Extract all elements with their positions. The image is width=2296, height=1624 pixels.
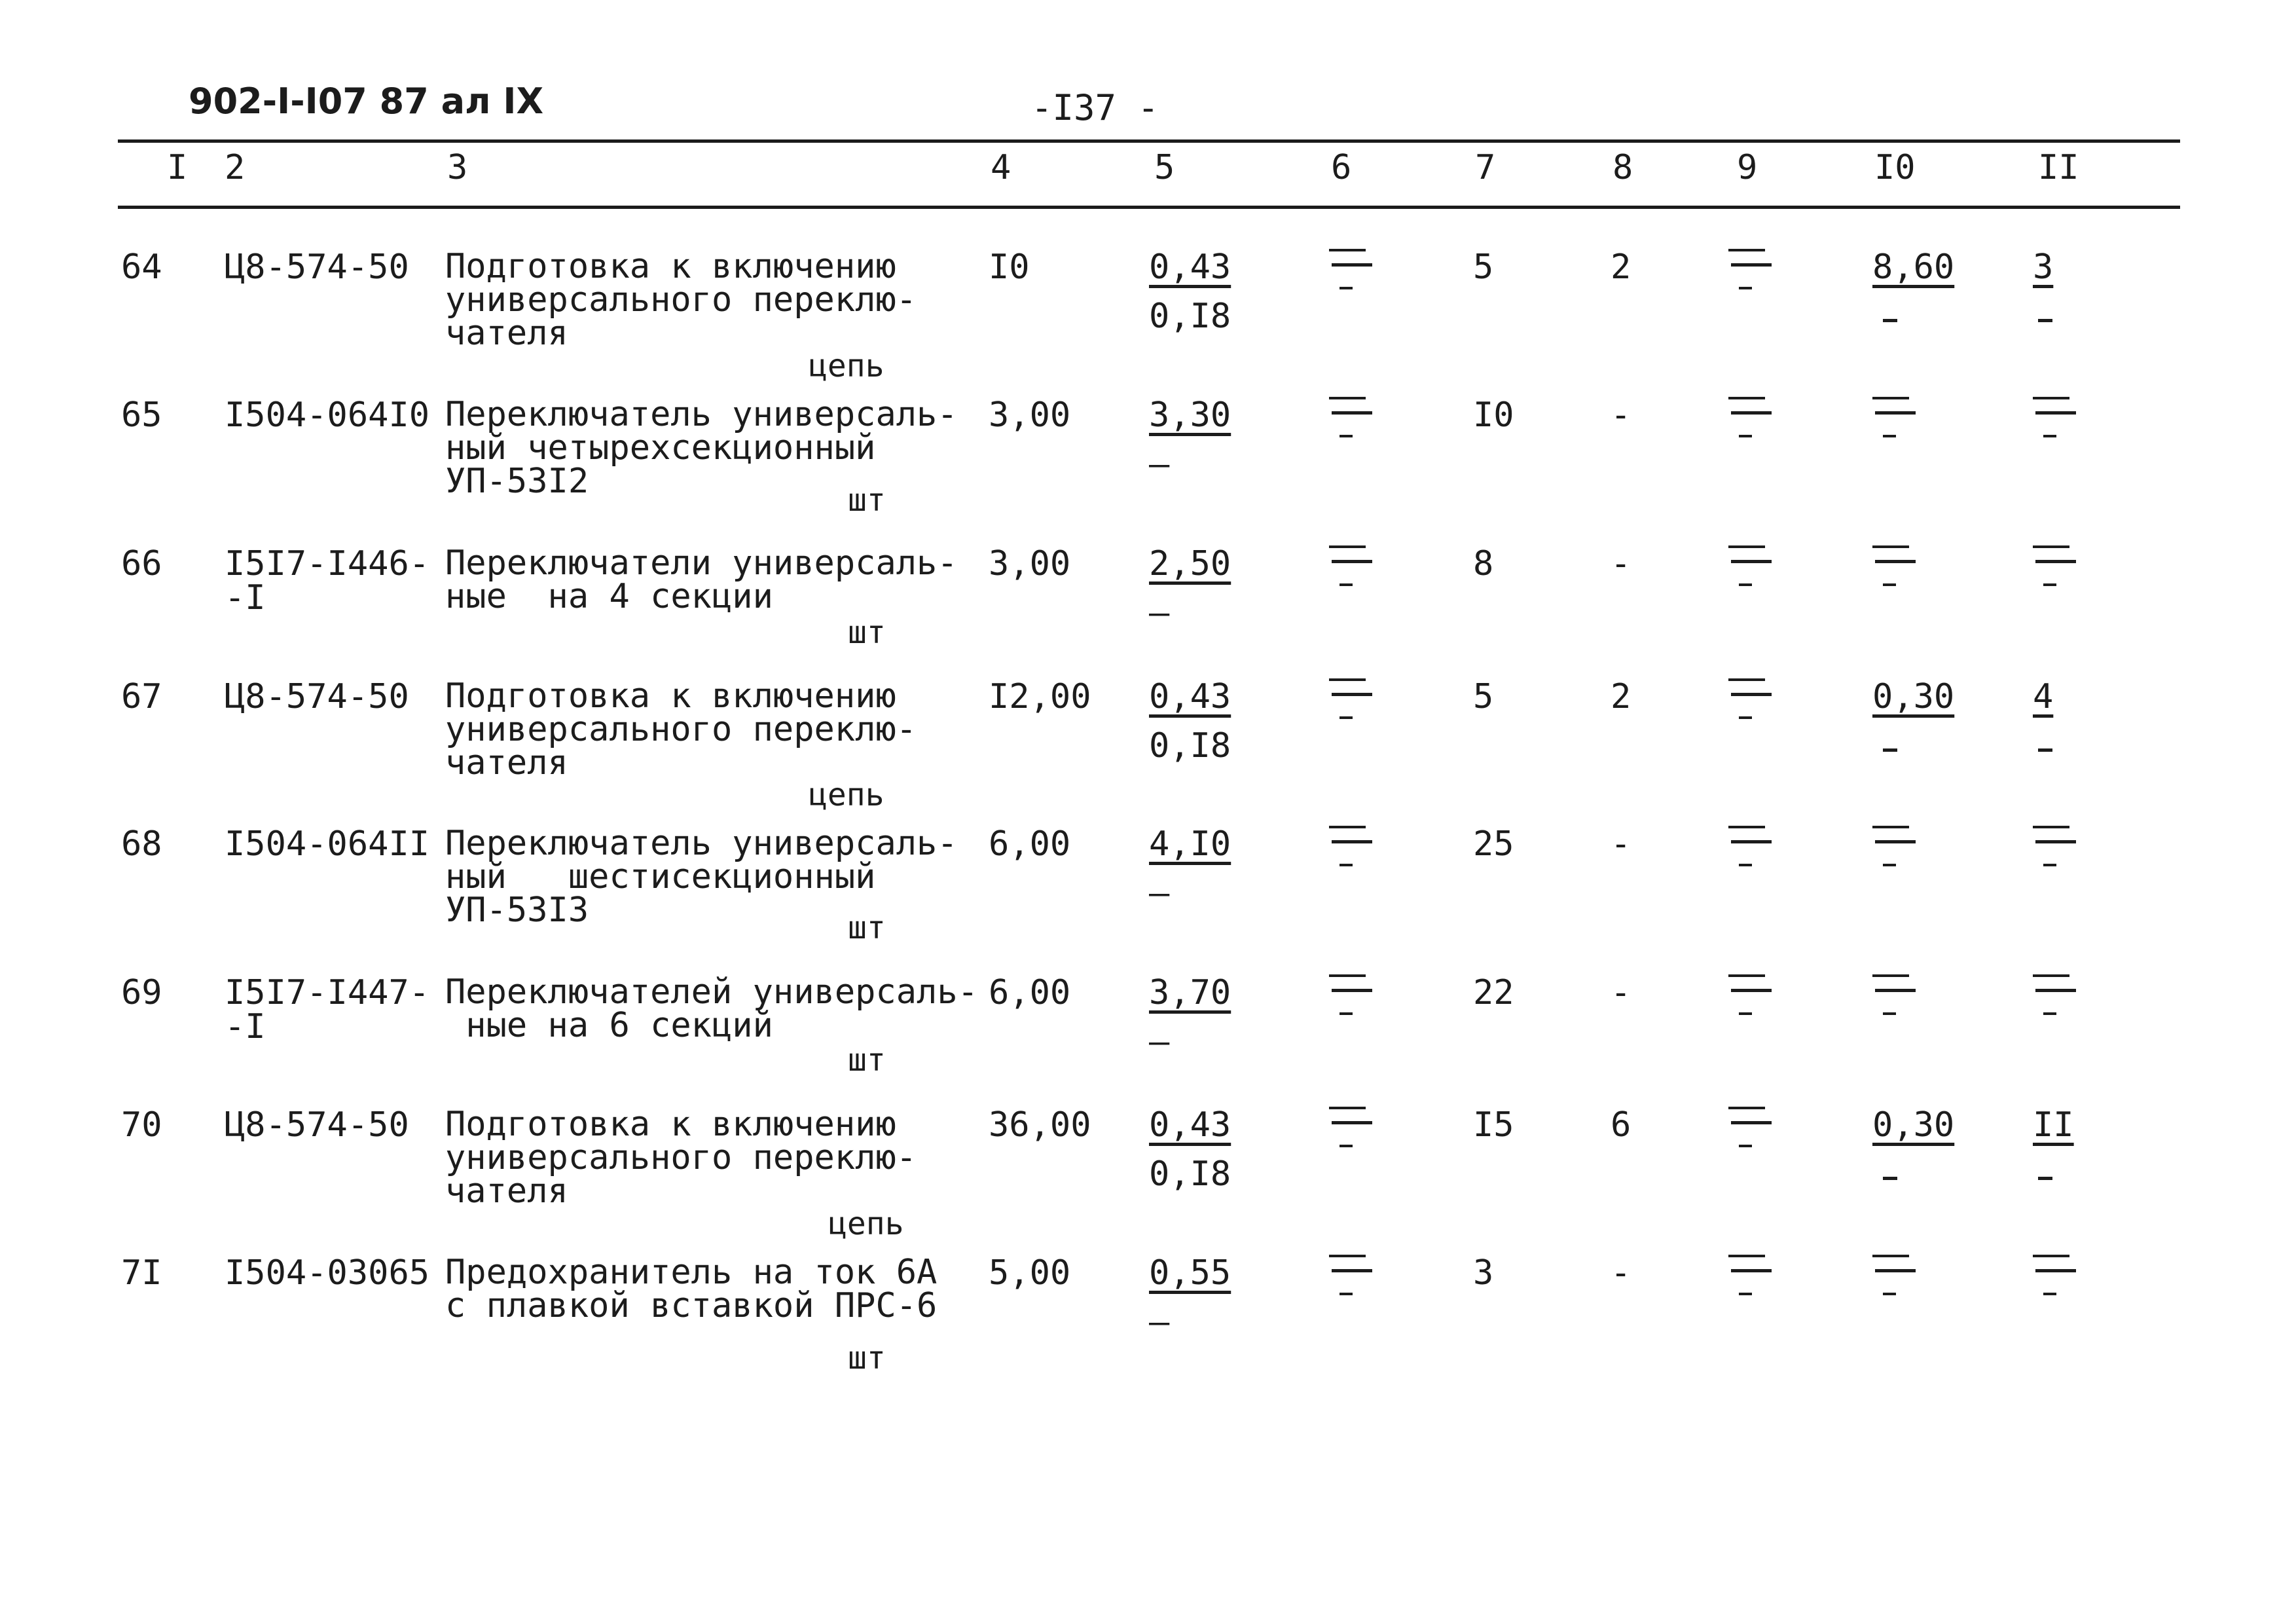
item-description: Подготовка к включению универсального переклю- чателя: [445, 247, 917, 353]
dash-mark: [1329, 397, 1371, 443]
col8-value: 2: [1611, 677, 1631, 716]
col7-value: I0: [1473, 396, 1514, 435]
item-code: I504-03065: [225, 1253, 430, 1293]
row-number: 70: [121, 1105, 162, 1145]
dash-mark: [1883, 748, 1897, 752]
col8-value: -: [1611, 1253, 1631, 1293]
unit-cost-lower: 0,I8: [1149, 297, 1231, 336]
col7-value: 5: [1473, 248, 1494, 287]
dash-mark: [2033, 545, 2075, 591]
unit-of-measure: шт: [848, 482, 886, 519]
col7-value: 8: [1473, 544, 1494, 583]
item-code: I504-064I0: [225, 396, 430, 435]
quantity: I2,00: [989, 677, 1091, 716]
item-description: Подготовка к включению универсального переклю- чателя: [445, 676, 917, 783]
dash-mark: [1728, 1107, 1770, 1153]
unit-cost-lower: –: [1149, 593, 1170, 633]
row-number: 7I: [121, 1253, 162, 1293]
row-number: 68: [121, 824, 162, 864]
quantity: I0: [989, 248, 1030, 287]
col10-value: 0,30: [1872, 1105, 1955, 1145]
row-number: 64: [121, 248, 162, 287]
item-code: Ц8-574-50: [225, 248, 409, 287]
dash-mark: [1329, 678, 1371, 724]
item-description: Переключатель универсаль- ный шестисекционный УП-53I3: [445, 824, 958, 930]
col10-value: 8,60: [1872, 248, 1955, 287]
col10-value: 0,30: [1872, 677, 1955, 716]
unit-cost-value: 0,43: [1149, 677, 1231, 716]
item-code: Ц8-574-50: [225, 677, 409, 716]
col11-value: 3: [2033, 248, 2054, 287]
column-header-10: I0: [1874, 148, 1916, 187]
col7-value: 5: [1473, 677, 1494, 716]
quantity: 6,00: [989, 824, 1071, 864]
unit-cost-value: 3,70: [1149, 973, 1231, 1012]
dash-mark: [2038, 748, 2052, 752]
col11-value: II: [2033, 1105, 2074, 1145]
quantity: 5,00: [989, 1253, 1071, 1293]
unit-cost-value: 0,43: [1149, 1105, 1231, 1145]
unit-cost-value: 3,30: [1149, 396, 1231, 435]
column-header-1: I: [167, 148, 188, 187]
dash-mark: [1329, 249, 1371, 295]
unit-of-measure: цепь: [809, 777, 884, 813]
dash-mark: [2038, 319, 2052, 322]
dash-mark: [1883, 319, 1897, 322]
unit-cost-value: 0,55: [1149, 1253, 1231, 1293]
col8-value: 2: [1611, 248, 1631, 287]
unit-of-measure: цепь: [828, 1206, 904, 1242]
col8-value: -: [1611, 396, 1631, 435]
col8-value: 6: [1611, 1105, 1631, 1145]
dash-mark: [1728, 397, 1770, 443]
page-number: -I37 -: [1031, 87, 1159, 128]
item-code: I504-064II: [225, 824, 430, 864]
row-number: 65: [121, 396, 162, 435]
unit-cost-value: 0,43: [1149, 248, 1231, 287]
unit-of-measure: шт: [848, 614, 886, 651]
col7-value: 25: [1473, 824, 1514, 864]
dash-mark: [2033, 397, 2075, 443]
dash-mark: [1329, 545, 1371, 591]
dash-mark: [1329, 974, 1371, 1020]
unit-cost-lower: 0,I8: [1149, 726, 1231, 766]
column-header-9: 9: [1737, 148, 1758, 187]
quantity: 36,00: [989, 1105, 1091, 1145]
quantity: 3,00: [989, 544, 1071, 583]
unit-of-measure: цепь: [809, 348, 884, 384]
col7-value: 3: [1473, 1253, 1494, 1293]
item-description: Предохранитель на ток 6А с плавкой вставкой ПРС-6: [445, 1253, 938, 1325]
row-number: 67: [121, 677, 162, 716]
dash-mark: [1872, 397, 1914, 443]
row-number: 69: [121, 973, 162, 1012]
unit-cost-lower: 0,I8: [1149, 1154, 1231, 1194]
unit-of-measure: шт: [848, 1042, 886, 1079]
document-code: 902-I-I07 87 ал IX: [189, 81, 544, 122]
col8-value: -: [1611, 973, 1631, 1012]
column-header-2: 2: [225, 148, 246, 187]
unit-cost-lower: –: [1149, 445, 1170, 484]
quantity: 3,00: [989, 396, 1071, 435]
unit-of-measure: шт: [848, 910, 886, 946]
item-description: Переключатели универсаль- ные на 4 секции: [445, 544, 958, 616]
dash-mark: [2033, 974, 2075, 1020]
row-number: 66: [121, 544, 162, 583]
dash-mark: [2033, 1255, 2075, 1301]
dash-mark: [1728, 974, 1770, 1020]
dash-mark: [1872, 826, 1914, 872]
column-header-4: 4: [991, 148, 1011, 187]
dash-mark: [1872, 1255, 1914, 1301]
dash-mark: [1728, 545, 1770, 591]
dash-mark: [1329, 1255, 1371, 1301]
dash-mark: [1329, 1107, 1371, 1153]
item-code: I5I7-I446- -I: [225, 544, 430, 618]
item-description: Переключателей универсаль- ные на 6 секций: [445, 972, 978, 1045]
col7-value: 22: [1473, 973, 1514, 1012]
item-description: Подготовка к включению универсального переклю- чателя: [445, 1105, 917, 1211]
dash-mark: [1329, 826, 1371, 872]
item-description: Переключатель универсаль- ный четырехсекционный УП-53I2: [445, 395, 958, 501]
dash-mark: [1883, 1177, 1897, 1180]
unit-cost-lower: –: [1149, 874, 1170, 913]
dash-mark: [2033, 826, 2075, 872]
unit-cost-value: 4,I0: [1149, 824, 1231, 864]
unit-cost-lower: –: [1149, 1302, 1170, 1342]
item-code: Ц8-574-50: [225, 1105, 409, 1145]
column-header-8: 8: [1613, 148, 1633, 187]
header-rule: [118, 206, 2180, 209]
unit-cost-lower: –: [1149, 1022, 1170, 1061]
col8-value: -: [1611, 544, 1631, 583]
item-code: I5I7-I447- -I: [225, 973, 430, 1046]
col7-value: I5: [1473, 1105, 1514, 1145]
dash-mark: [2038, 1177, 2052, 1180]
unit-cost-value: 2,50: [1149, 544, 1231, 583]
column-header-11: II: [2038, 148, 2079, 187]
dash-mark: [1728, 826, 1770, 872]
dash-mark: [1728, 249, 1770, 295]
dash-mark: [1728, 1255, 1770, 1301]
col8-value: -: [1611, 824, 1631, 864]
top-rule: [118, 139, 2180, 143]
dash-mark: [1728, 678, 1770, 724]
col11-value: 4: [2033, 677, 2054, 716]
quantity: 6,00: [989, 973, 1071, 1012]
dash-mark: [1872, 974, 1914, 1020]
unit-of-measure: шт: [848, 1340, 886, 1376]
dash-mark: [1872, 545, 1914, 591]
column-header-3: 3: [447, 148, 468, 187]
column-header-7: 7: [1475, 148, 1496, 187]
column-header-5: 5: [1154, 148, 1175, 187]
column-header-6: 6: [1331, 148, 1352, 187]
